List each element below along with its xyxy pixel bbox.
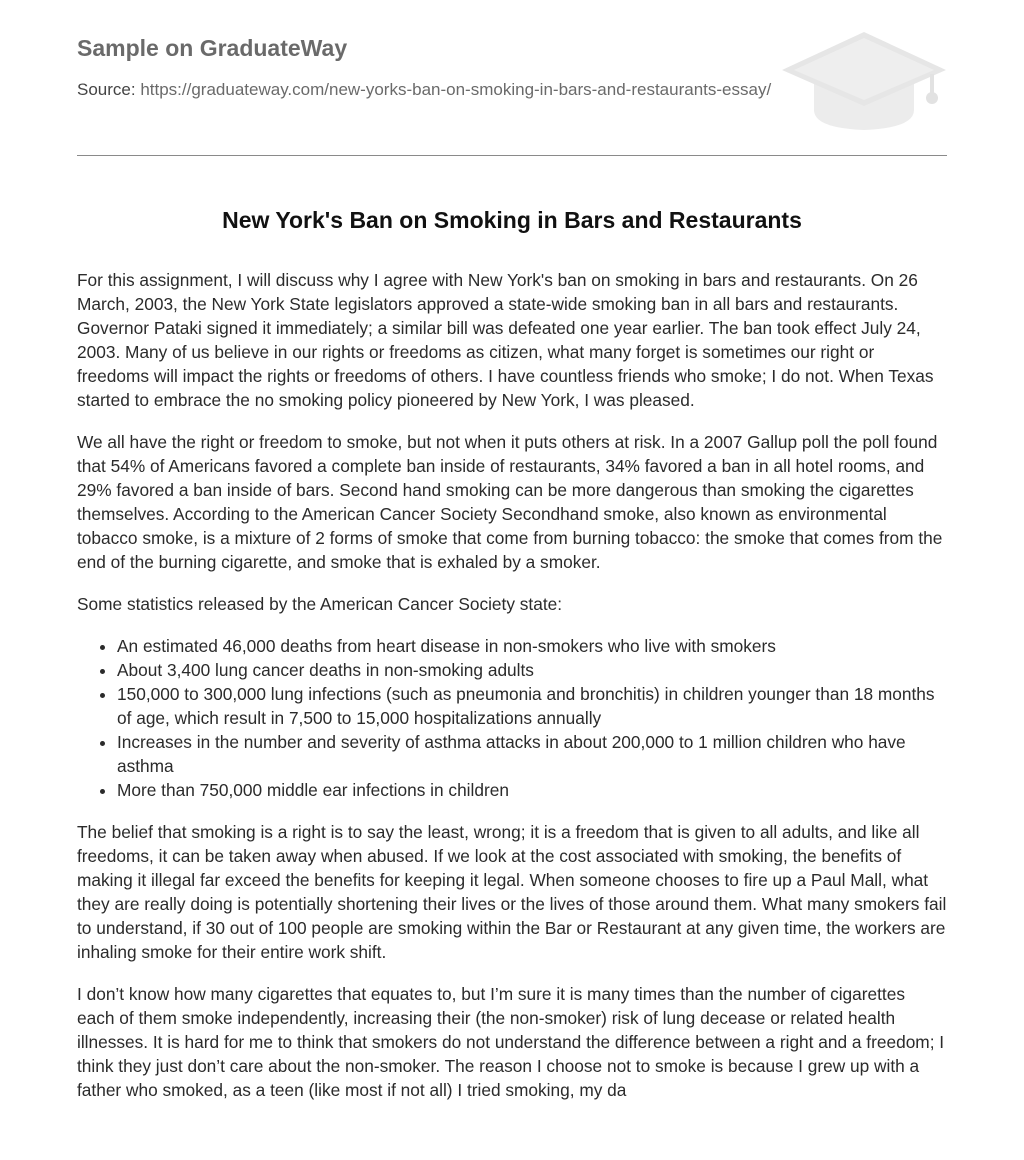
statistics-list: [77, 634, 947, 802]
list-item: • 150,000 to 300,000 lung infections (such as pneumonia and bronchitis) in children younger than 18 months of age, which result in 7,500 to 15,000 hospitalizations annually: [117, 682, 947, 730]
page-header: [77, 33, 777, 101]
paragraph: I don’t know how many cigarettes that equates to, but I’m sure it is many times than the number of cigarettes each of them smoke independently, increasing their (the non-smoker) risk of lung decease or related health illnesses. It is hard for me to think that smokers do not understand the difference between a right and a freedom; I think they just don’t care about the non-smoker. The reason I choose not to smoke is because I grew up with a father who smoked, as a teen (like most if not all) I tried smoking, my da: [77, 984, 945, 1100]
site-title: Sample on GraduateWay: [77, 35, 348, 61]
list-item: • More than 750,000 middle ear infections in children: [117, 778, 947, 802]
source-link[interactable]: https://graduateway.com/new-yorks-ban-on-smoking-in-bars-and-restaurants-essay/: [140, 80, 772, 99]
paragraph: Some statistics released by the American Cancer Society state:: [77, 594, 563, 614]
list-item: • An estimated 46,000 deaths from heart disease in non-smokers who live with smokers: [117, 634, 947, 658]
document-body: [77, 268, 947, 1120]
header-divider: [77, 155, 947, 156]
paragraph: The belief that smoking is a right is to say the least, wrong; it is a freedom that is given to all adults, and like all freedoms, it can be taken away when abused. If we look at the cost associated with smoking, the benefits of making it illegal far exceed the benefits for keeping it legal. When someone chooses to fire up a Paul Mall, what they are really doing is potentially shortening their lives or the lives of those around them. What many smokers fail to understand, if 30 out of 100 people are smoking within the Bar or Restaurant at any given time, the workers are inhaling smoke for their entire work shift.: [77, 822, 947, 962]
paragraph: We all have the right or freedom to smoke, but not when it puts others at risk. In a 2007 Gallup poll the poll found that 54% of Americans favored a complete ban inside of restaurants, 34% favored a ban in all hotel rooms, and 29% favored a ban inside of bars. Second hand smoking can be more dangerous than smoking the cigarettes themselves. According to the American Cancer Society Secondhand smoke, also known as environmental tobacco smoke, is a mixture of 2 forms of smoke that come from burning tobacco: the smoke that comes from the end of the burning cigarette, and smoke that is exhaled by a smoker.: [77, 432, 943, 572]
list-item: • About 3,400 lung cancer deaths in non-smoking adults: [117, 658, 947, 682]
list-item: • Increases in the number and severity of asthma attacks in about 200,000 to 1 million children who have asthma: [117, 730, 947, 778]
source-line: [77, 79, 777, 101]
paragraph: For this assignment, I will discuss why I agree with New York's ban on smoking in bars and restaurants. On 26 March, 2003, the New York State legislators approved a state-wide smoking ban in all bars and restaurants. Governor Pataki signed it immediately; a similar bill was defeated one year earlier. The ban took effect July 24, 2003. Many of us believe in our rights or freedoms as citizen, what many forget is sometimes our right or freedoms will impact the rights or freedoms of others. I have countless friends who smoke; I do not. When Texas started to embrace the no smoking policy pioneered by New York, I was pleased.: [77, 270, 934, 410]
source-label: Source:: [77, 80, 136, 99]
graduation-cap-icon: [778, 28, 948, 134]
document-title: New York's Ban on Smoking in Bars and Restaurants: [222, 207, 802, 233]
